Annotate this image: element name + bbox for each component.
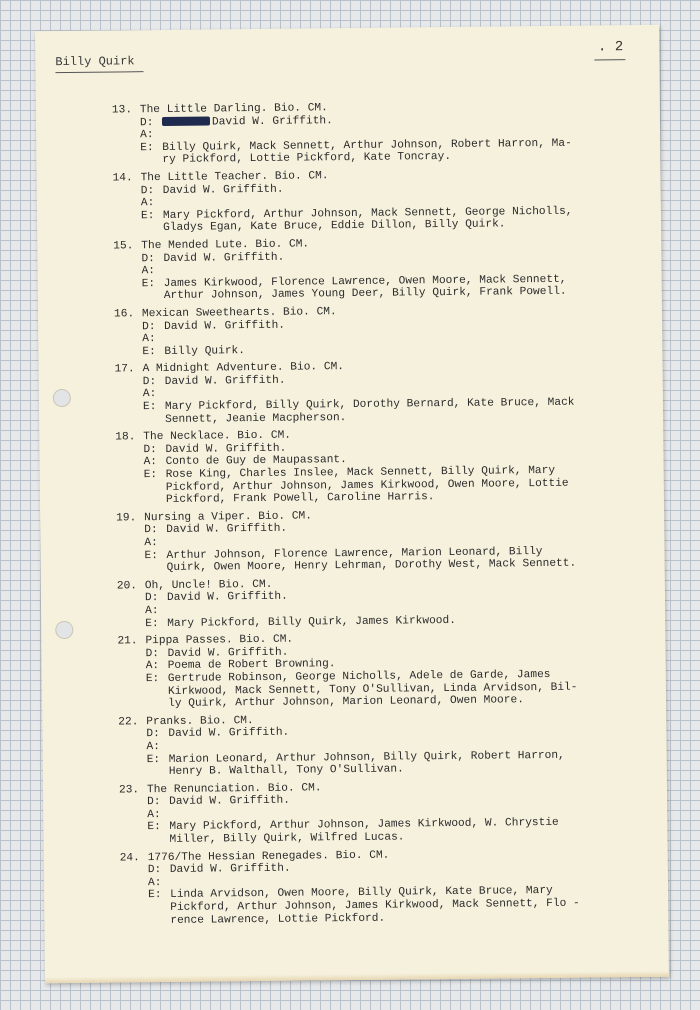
field-label: E: (142, 401, 157, 414)
film-number: 17. (114, 363, 135, 376)
field-label: A: (147, 808, 161, 822)
field-label: E: (146, 753, 161, 766)
film-title: 1776/The Hessian Renegades. Bio. CM. (147, 849, 390, 864)
punch-hole (53, 389, 71, 407)
director-name: David W. Griffith. (165, 442, 287, 456)
field-label: A: (140, 129, 154, 142)
field-label: A: (142, 388, 157, 401)
field-label: E: (147, 821, 161, 834)
film-title: The Little Teacher. Bio. CM. (140, 170, 329, 185)
film-entry (113, 167, 634, 235)
film-title: Pippa Passes. Bio. CM. (145, 633, 294, 648)
field-label: A: (145, 660, 160, 673)
director-name: David W. Griffith. (168, 726, 290, 741)
redaction-mark (162, 117, 210, 127)
film-number: 23. (118, 783, 140, 797)
director-name: David W. Griffith. (164, 319, 286, 333)
cast-row (119, 749, 639, 780)
director-name: David W. Griffith. (169, 794, 291, 809)
cast-row (118, 668, 638, 711)
field-label: D: (144, 592, 159, 605)
field-label: A: (144, 537, 158, 550)
film-entry (118, 711, 639, 779)
header-name: Billy Quirk (55, 54, 143, 73)
film-title: Pranks. Bio. CM. (146, 714, 254, 728)
film-entry (117, 630, 638, 711)
field-label: E: (145, 617, 159, 630)
cast-list: Marion Leonard, Arthur Johnson, Billy Quirk, Robert Harron, Henry B. Walthall, Tony O'Sullivan. (168, 749, 565, 779)
film-title: Oh, Uncle! Bio. CM. (144, 578, 273, 592)
film-number: 18. (115, 431, 136, 444)
cast-list: Billy Quirk, Mack Sennett, Arthur Johnson, Robert Harron, Ma- ry Pickford, Lottie Pickford, Kate Toncray. (162, 137, 572, 167)
page-number: . 2 (594, 39, 625, 60)
film-entry (116, 507, 637, 575)
film-number: 16. (113, 308, 135, 321)
field-label: D: (143, 443, 157, 457)
film-title: The Necklace. Bio. CM. (143, 429, 292, 444)
source-author: Conto de Guy de Maupassant. (165, 454, 347, 469)
filmography-list (112, 99, 641, 933)
film-entry (117, 575, 637, 631)
director-name: David W. Griffith. (166, 591, 288, 605)
cast-list: Billy Quirk. (164, 344, 246, 358)
film-number: 24. (119, 851, 140, 865)
director-name: David W. Griffith. (162, 183, 284, 197)
film-number: 22. (118, 715, 139, 729)
film-title: Nursing a Viper. Bio. CM. (144, 510, 313, 524)
film-entry (115, 358, 636, 426)
film-number: 19. (116, 512, 137, 525)
field-label: A: (146, 740, 161, 754)
cast-list: Mary Pickford, Billy Quirk, Dorothy Bernard, Kate Bruce, Mack Sennett, Jeanie Macpherson. (164, 396, 575, 426)
cast-row (112, 137, 632, 168)
field-label: D: (142, 320, 156, 333)
film-entry (115, 426, 636, 507)
cast-row (119, 816, 639, 847)
cast-list: Rose King, Charles Inslee, Mack Sennett, Billy Quirk, Mary Pickford, Arthur Johnson, James Kirkwood, Owen Moore, Lottie Pickford, Frank Powell, Caroline Harris. (165, 464, 569, 507)
film-title: A Midnight Adventure. Bio. CM. (142, 361, 345, 376)
field-label: A: (147, 876, 162, 890)
field-label: D: (146, 728, 160, 741)
field-label: A: (145, 605, 159, 618)
field-label: A: (143, 456, 158, 469)
film-entry (120, 847, 641, 928)
field-label: E: (145, 672, 160, 686)
film-title: The Little Darling. Bio. CM. (139, 102, 328, 117)
field-label: A: (142, 333, 156, 346)
cast-row (116, 464, 636, 507)
film-entry (119, 779, 640, 847)
field-label: E: (140, 141, 154, 154)
field-label: D: (141, 252, 155, 265)
field-label: D: (142, 375, 157, 389)
cast-row (120, 884, 640, 927)
director-name: David W. Griffith. (211, 114, 333, 129)
film-entry (114, 303, 634, 359)
cast-list: Mary Pickford, Billy Quirk, James Kirkwood. (167, 614, 456, 630)
film-title: The Mended Lute. Bio. CM. (141, 238, 310, 253)
field-label: A: (141, 265, 156, 278)
film-number: 13. (111, 104, 133, 117)
field-label: E: (148, 889, 162, 902)
field-label: E: (141, 277, 156, 290)
field-label: D: (140, 184, 155, 197)
director-name: David W. Griffith. (164, 374, 286, 388)
cast-row (115, 396, 635, 427)
field-label: A: (140, 197, 155, 210)
field-label: E: (142, 345, 156, 358)
field-label: D: (139, 116, 154, 129)
film-number: 15. (113, 240, 134, 253)
field-label: E: (144, 549, 159, 562)
director-name: David W. Griffith. (163, 251, 285, 265)
film-title: The Renunciation. Bio. CM. (146, 782, 322, 796)
field-label: D: (147, 796, 161, 809)
film-number: 21. (117, 635, 138, 648)
field-label: D: (145, 647, 160, 660)
field-label: D: (147, 864, 162, 877)
film-title: Mexican Sweethearts. Bio. CM. (141, 306, 337, 321)
cast-row (113, 205, 633, 236)
cast-list: Gertrude Robinson, George Nicholls, Adele de Garde, James Kirkwood, Mack Sennett, Tony O'Sullivan, Linda Arvidson, Bil- ly Quirk, Arthur Johnson, Marion Leonard, Owen Moore. (167, 668, 578, 711)
cast-row (116, 545, 636, 576)
document-page (35, 25, 669, 983)
director-name: David W. Griffith. (166, 523, 288, 537)
cast-row (114, 273, 634, 304)
cast-list: Linda Arvidson, Owen Moore, Billy Quirk, Kate Bruce, Mary Pickford, Arthur Johnson, James Kirkwood, Mack Sennett, Flo - rence Lawrence, Lottie Pickford. (170, 885, 580, 927)
field-label: E: (140, 209, 155, 222)
source-author: Poema de Robert Browning. (167, 658, 336, 673)
director-name: David W. Griffith. (167, 646, 289, 660)
director-name: David W. Griffith. (169, 862, 291, 877)
field-label: D: (144, 524, 158, 537)
film-entry (113, 235, 634, 303)
cast-list: Mary Pickford, Arthur Johnson, James Kirkwood, W. Chrystie Miller, Billy Quirk, Wilfred Lucas. (169, 817, 559, 846)
film-number: 20. (116, 580, 138, 593)
punch-hole (55, 621, 73, 639)
film-entry (112, 99, 633, 167)
field-label: E: (143, 469, 158, 482)
cast-list: James Kirkwood, Florence Lawrence, Owen Moore, Mack Sennett, Arthur Johnson, James Young Deer, Billy Quirk, Frank Powell. (163, 273, 567, 303)
film-number: 14. (112, 172, 133, 185)
cast-list: Mary Pickford, Arthur Johnson, Mack Sennett, George Nicholls, Gladys Egan, Kate Bruce, Eddie Dillon, Billy Quirk. (162, 205, 573, 235)
cast-list: Arthur Johnson, Florence Lawrence, Marion Leonard, Billy Quirk, Owen Moore, Henry Lehrman, Dorothy West, Mack Sennett. (166, 545, 577, 575)
